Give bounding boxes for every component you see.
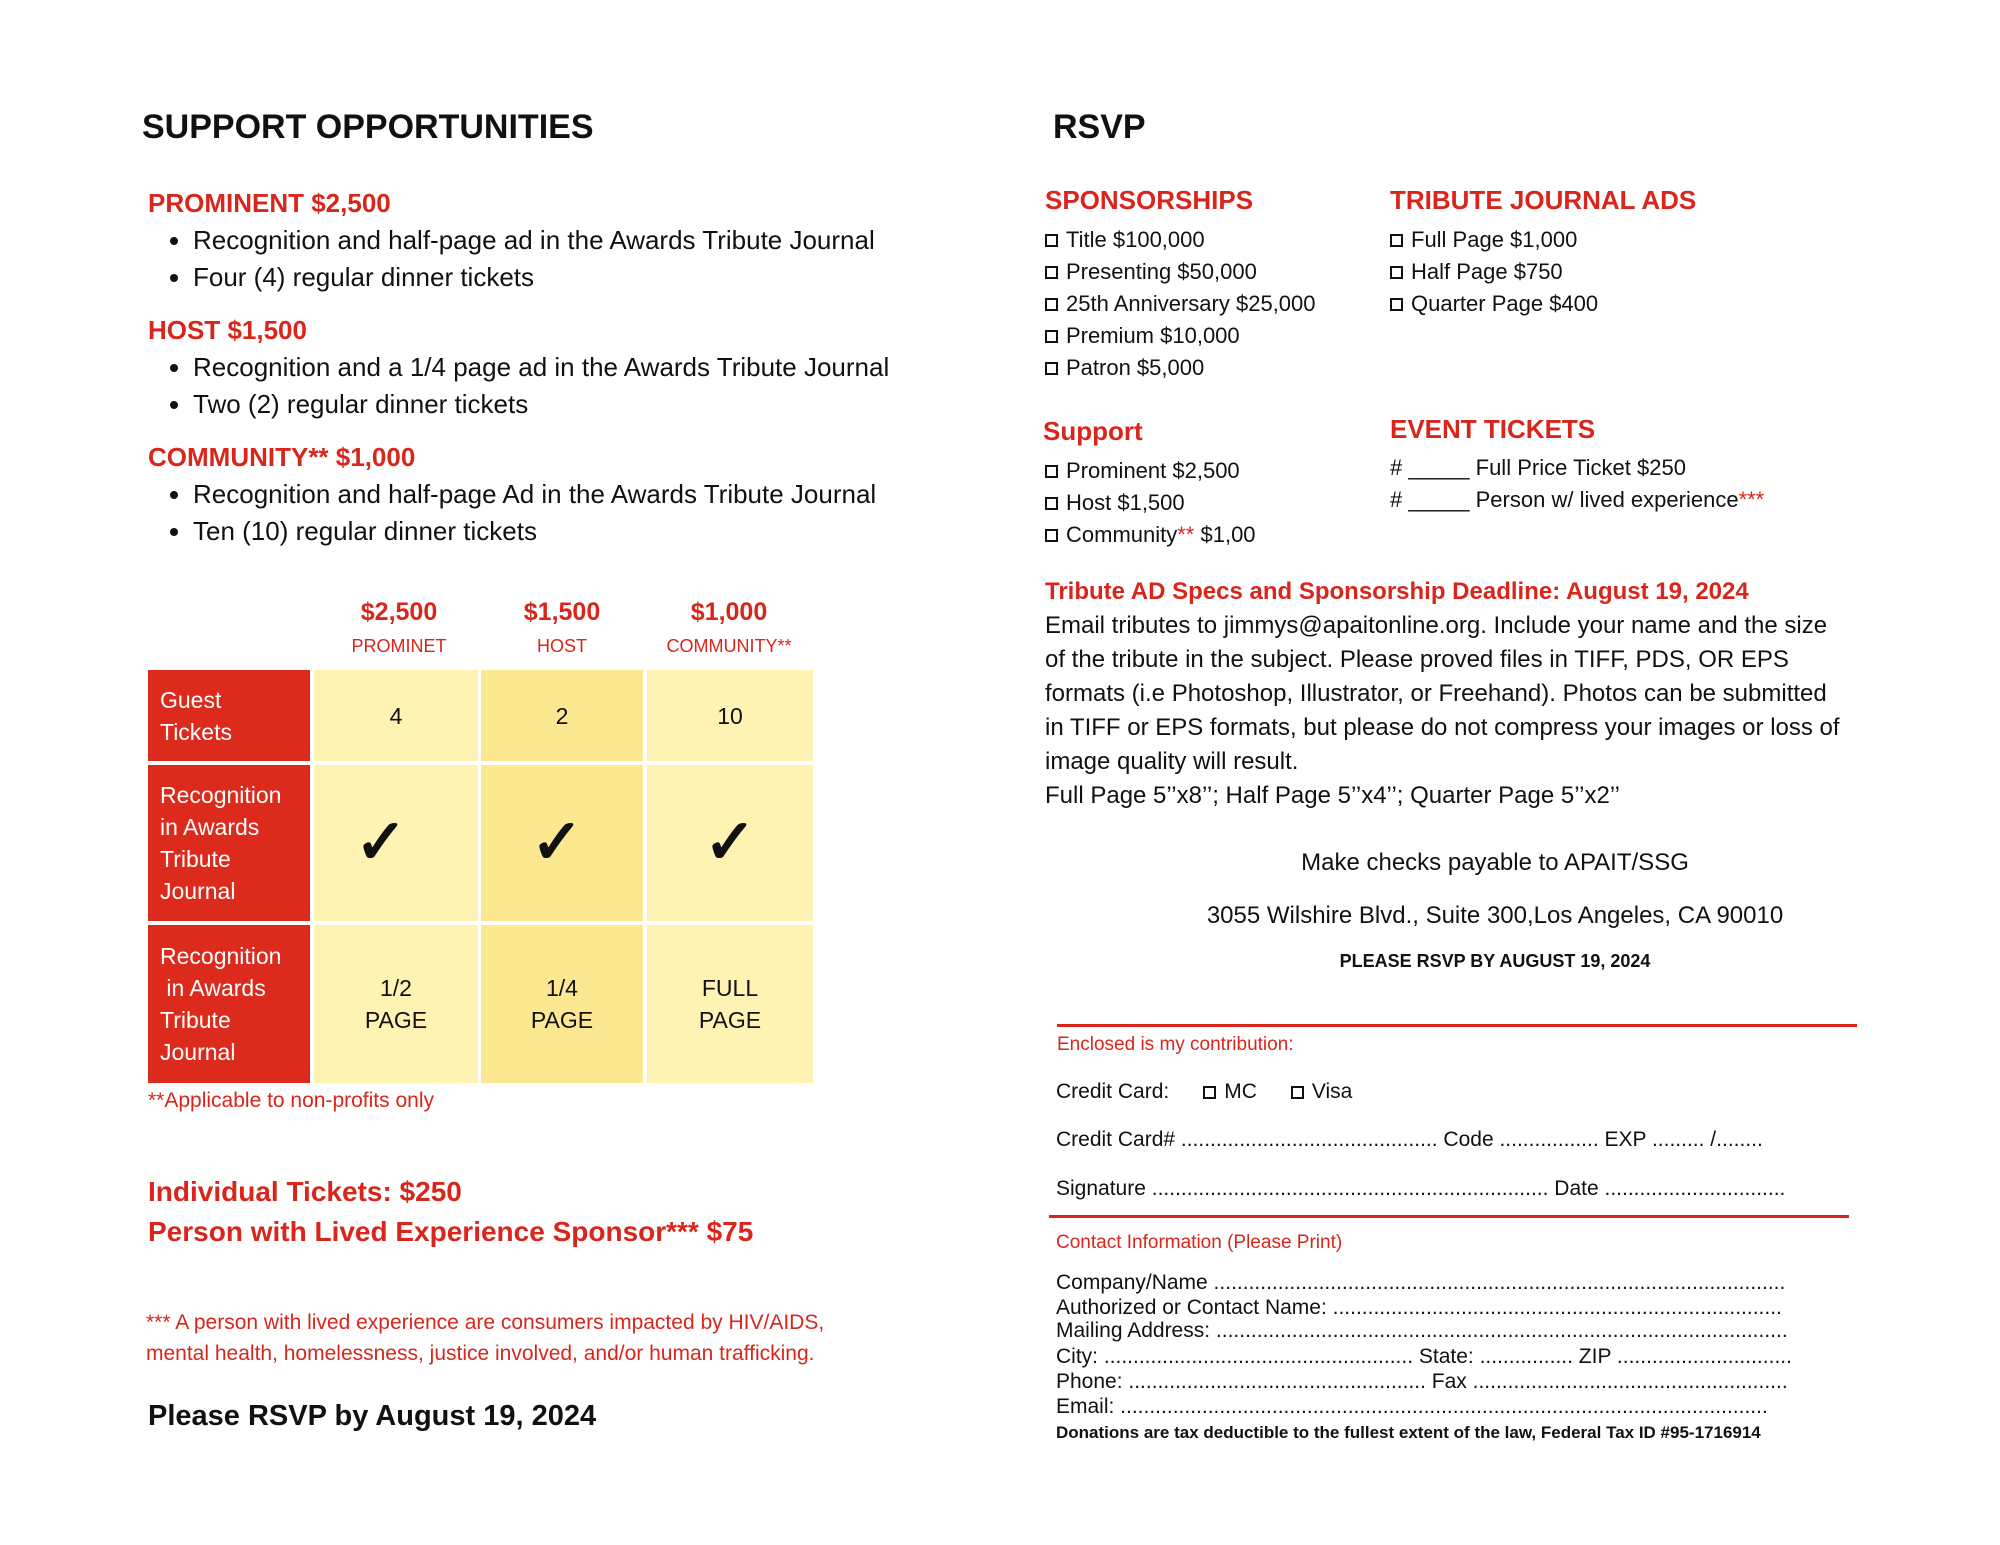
tier-prominent-benefits [148, 222, 875, 296]
row-header-recognition [148, 765, 310, 921]
column-name: COMMUNITY** [666, 636, 792, 656]
row-header-ad-size [148, 925, 310, 1083]
rsvp-deadline-left: Please RSVP by August 19, 2024 [148, 1400, 597, 1432]
table-footnote: **Applicable to non-profits only [148, 1089, 435, 1112]
checkbox[interactable] [1045, 266, 1058, 279]
credit-card-number-field[interactable]: Credit Card# ............................................ Code ................. EXP ......... /........ [1056, 1128, 1763, 1151]
enclosed-contribution-label: Enclosed is my contribution: [1057, 1034, 1294, 1055]
body-line: formats (i.e Photoshop, Illustrator, or Freehand). Photos can be submitted [1045, 680, 1827, 707]
contact-name-field[interactable]: Authorized or Contact Name: ............................................................................. [1056, 1296, 1782, 1319]
row-header-line: Tickets [160, 718, 232, 745]
support-option-host[interactable] [1045, 487, 1256, 519]
checkbox[interactable] [1390, 298, 1403, 311]
checkbox[interactable] [1291, 1086, 1304, 1099]
body-line: in TIFF or EPS formats, but please do not compress your images or loss of [1045, 714, 1840, 741]
support-opportunities-title: SUPPORT OPPORTUNITIES [142, 108, 594, 146]
column-name: PROMINET [351, 636, 447, 656]
full-price-ticket-line[interactable]: # _____ Full Price Ticket $250 [1390, 455, 1686, 480]
city-state-zip-field[interactable]: City: ..................................................... State: ................ ZIP .............................. [1056, 1345, 1792, 1368]
credit-card-label: Credit Card: [1056, 1080, 1170, 1103]
table-cell [481, 670, 643, 761]
sponsorship-option-presenting[interactable] [1045, 256, 1316, 288]
option-label: Premium $10,000 [1066, 323, 1240, 348]
form-divider-middle [1049, 1215, 1849, 1218]
ad-specs-body [1045, 609, 1905, 813]
body-line: Full Page 5’’x8’’; Half Page 5’’x4’’; Quarter Page 5’’x2’’ [1045, 782, 1621, 809]
cell-value: 1/2 [380, 975, 412, 1001]
individual-tickets: Individual Tickets: $250 [148, 1176, 462, 1207]
list-item: • Recognition and half-page ad in the Awards Tribute Journal [193, 222, 875, 259]
option-label: Half Page $750 [1411, 259, 1563, 284]
contact-fields [1056, 1270, 1792, 1420]
tier-community-heading: COMMUNITY** $1,000 [148, 442, 416, 472]
option-label: Host $1,500 [1066, 490, 1185, 515]
checkbox[interactable] [1045, 298, 1058, 311]
deadline-heading: Tribute AD Specs and Sponsorship Deadline: August 19, 2024 [1045, 578, 1749, 605]
event-tickets-heading: EVENT TICKETS [1390, 414, 1596, 444]
checkbox[interactable] [1045, 497, 1058, 510]
visa-option[interactable] [1291, 1080, 1352, 1104]
journal-ads-heading: TRIBUTE JOURNAL ADS [1390, 185, 1697, 215]
sponsorship-option-anniversary[interactable] [1045, 288, 1316, 320]
row-header-line: Journal [160, 1039, 236, 1065]
cell-value: 4 [389, 702, 403, 729]
row-header-line: Journal [160, 878, 236, 904]
checkmark-icon: ✓ [355, 808, 407, 877]
list-item: • Recognition and a 1/4 page ad in the Awards Tribute Journal [193, 349, 889, 386]
column-price: $1,500 [523, 598, 601, 626]
row-header-line: Tribute [160, 1007, 231, 1033]
sponsorships-heading: SPONSORSHIPS [1045, 185, 1254, 215]
ticket-label: # _____ Person w/ lived experience [1390, 487, 1739, 512]
row-header-line: Tribute [160, 846, 231, 872]
column-price: $1,000 [690, 598, 768, 626]
credit-card-type-row [1056, 1080, 1352, 1104]
table-cell [647, 925, 813, 1083]
option-amount: $1,00 [1194, 522, 1256, 547]
form-divider-top [1057, 1024, 1857, 1027]
email-field[interactable]: Email: ............................................................................................................... [1056, 1395, 1768, 1418]
table-cell [314, 925, 478, 1083]
row-header-line: Recognition [160, 943, 282, 969]
checkmark-icon: ✓ [531, 808, 583, 877]
cell-value: PAGE [698, 1007, 762, 1033]
option-label: Presenting $50,000 [1066, 259, 1257, 284]
body-line: of the tribute in the subject. Please proved files in TIFF, PDS, OR EPS [1045, 646, 1789, 673]
checkbox[interactable] [1045, 465, 1058, 478]
option-label: 25th Anniversary $25,000 [1066, 291, 1316, 316]
phone-fax-field[interactable]: Phone: ................................................... Fax ...................................................... [1056, 1370, 1788, 1393]
checkbox[interactable] [1390, 266, 1403, 279]
checkbox[interactable] [1203, 1086, 1216, 1099]
rsvp-deadline-right: PLEASE RSVP BY AUGUST 19, 2024 [1339, 951, 1651, 971]
option-footnote-marker: ** [1177, 522, 1195, 547]
row-header-line: Guest [160, 686, 222, 713]
column-price: $2,500 [360, 598, 438, 626]
table-cell [481, 925, 643, 1083]
option-label: Community [1066, 522, 1178, 547]
sponsorship-option-premium[interactable] [1045, 320, 1316, 352]
journal-ad-full-page[interactable] [1390, 224, 1598, 256]
option-label: Quarter Page $400 [1411, 291, 1599, 316]
row-header-line: in Awards [160, 814, 260, 840]
list-item: • Four (4) regular dinner tickets [193, 259, 875, 296]
option-label: Prominent $2,500 [1066, 458, 1240, 483]
mailing-address: 3055 Wilshire Blvd., Suite 300,Los Angeles, CA 90010 [1206, 902, 1784, 929]
table-cell [314, 765, 478, 921]
tier-community-benefits [148, 476, 876, 550]
support-options [1045, 455, 1256, 551]
journal-ad-quarter-page[interactable] [1390, 288, 1598, 320]
company-name-field[interactable]: Company/Name .................................................................................................. [1056, 1271, 1786, 1294]
lived-experience-ticket-line[interactable] [1390, 484, 1764, 516]
checkbox[interactable] [1045, 529, 1058, 542]
sponsorship-option-title[interactable] [1045, 224, 1316, 256]
body-line: Email tributes to jimmys@apaitonline.org. Include your name and the size [1045, 612, 1828, 639]
checks-payable: Make checks payable to APAIT/SSG [1301, 849, 1689, 876]
table-cell [481, 765, 643, 921]
mailing-address-field[interactable]: Mailing Address: .................................................................................................. [1056, 1319, 1788, 1342]
note-line: *** A person with lived experience are consumers impacted by HIV/AIDS, [146, 1311, 825, 1334]
journal-ad-half-page[interactable] [1390, 256, 1598, 288]
cell-value: FULL [701, 975, 759, 1001]
row-header-line: Recognition [160, 782, 282, 808]
cell-value: 2 [555, 702, 569, 729]
option-label: Full Page $1,000 [1411, 227, 1578, 252]
event-tickets-lines [1390, 452, 1764, 516]
note-line: mental health, homelessness, justice involved, and/or human trafficking. [146, 1342, 815, 1365]
support-option-prominent[interactable] [1045, 455, 1256, 487]
checkbox[interactable] [1045, 234, 1058, 247]
table-cell [647, 765, 813, 921]
tier-host-heading: HOST $1,500 [148, 315, 307, 345]
body-line: image quality will result. [1045, 748, 1299, 775]
support-heading: Support [1043, 416, 1143, 446]
sponsorships-options [1045, 224, 1316, 384]
list-item: • Two (2) regular dinner tickets [193, 386, 889, 423]
rsvp-title: RSVP [1053, 108, 1146, 146]
option-label: Title $100,000 [1066, 227, 1205, 252]
row-header-guest-tickets [148, 670, 310, 761]
tier-host-benefits [148, 349, 889, 423]
checkbox[interactable] [1045, 362, 1058, 375]
checkbox[interactable] [1390, 234, 1403, 247]
table-cell [647, 670, 813, 761]
list-item: • Recognition and half-page Ad in the Awards Tribute Journal [193, 476, 876, 513]
column-name: HOST [536, 636, 587, 656]
cell-value: PAGE [530, 1007, 594, 1033]
list-item: • Ten (10) regular dinner tickets [193, 513, 876, 550]
cell-value: PAGE [364, 1007, 428, 1033]
option-label: MC [1224, 1080, 1257, 1103]
ticket-footnote-marker: *** [1738, 487, 1765, 512]
table-cell [314, 670, 478, 761]
lived-experience-sponsor: Person with Lived Experience Sponsor*** $75 [148, 1216, 754, 1247]
row-header-line: in Awards [160, 975, 266, 1001]
checkmark-icon: ✓ [704, 808, 756, 877]
sponsorship-option-patron[interactable] [1045, 352, 1316, 384]
journal-ads-options [1390, 224, 1598, 320]
cell-value: 1/4 [546, 975, 578, 1001]
lived-experience-note [146, 1307, 824, 1369]
tax-deductible-note: Donations are tax deductible to the fullest extent of the law, Federal Tax ID #95-1716914 [1056, 1423, 1761, 1442]
signature-field[interactable]: Signature .................................................................... Date ............................... [1056, 1177, 1786, 1200]
support-option-community[interactable] [1045, 519, 1256, 551]
option-label: Visa [1311, 1080, 1353, 1103]
mc-option[interactable] [1203, 1080, 1257, 1104]
tier-prominent-heading: PROMINENT $2,500 [148, 188, 391, 218]
cell-value: 10 [717, 702, 743, 729]
checkbox[interactable] [1045, 330, 1058, 343]
contact-information-heading: Contact Information (Please Print) [1056, 1232, 1343, 1253]
option-label: Patron $5,000 [1066, 355, 1205, 380]
